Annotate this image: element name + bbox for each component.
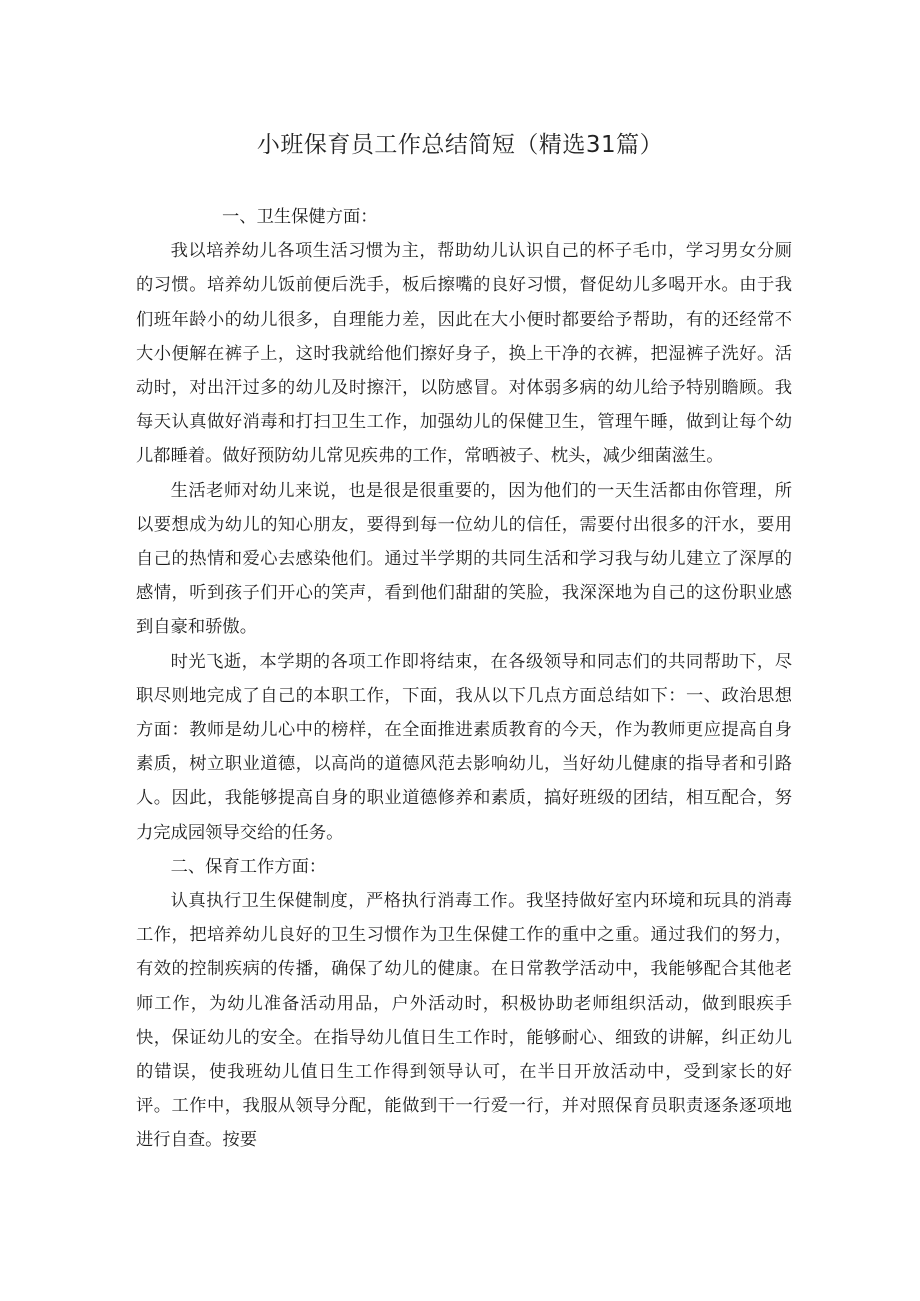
paragraph: 认真执行卫生保健制度，严格执行消毒工作。我坚持做好室内环境和玩具的消毒工作，把培养幼儿良好的卫生习惯作为卫生保健工作的重中之重。通过我们的努力，有效的控制疾病的传播，确保了幼儿的健康。在日常教学活动中，我能够配合其他老师工作，为幼儿准备活动用品，户外活动时，积极协助老师组织活动，做到眼疾手快，保证幼儿的安全。在指导幼儿值日生工作时，能够耐心、细致的讲解，纠正幼儿的错误，使我班幼儿值日生工作得到领导认可，在半日开放活动中，受到家长的好评。工作中，我服从领导分配，能做到干一行爱一行，并对照保育员职责逐条逐项地进行自查。按要 — [136, 891, 792, 1151]
section-heading-hygiene: 一、卫生保健方面： — [222, 207, 378, 227]
paragraph: 我以培养幼儿各项生活习惯为主，帮助幼儿认识自己的杯子毛巾，学习男女分厕的习惯。培养幼儿饭前便后洗手，板后擦嘴的良好习惯，督促幼儿多喝开水。由于我们班年龄小的幼儿很多，自理能力差，因此在大小便时都要给予帮助，有的还经常不大小便解在裤子上，这时我就给他们擦好身子，换上干净的衣裤，把湿裤子洗好。活动时，对出汗过多的幼儿及时擦汗，以防感冒。对体弱多病的幼儿给予特别瞻顾。我每天认真做好消毒和打扫卫生工作，加强幼儿的保健卫生，管理午睡，做到让每个幼儿都睡着。做好预防幼儿常见疾弗的工作，常晒被子、枕头，减少细菌滋生。 — [136, 241, 792, 467]
paragraph: 时光飞逝，本学期的各项工作即将结束，在各级领导和同志们的共同帮助下，尽职尽则地完成了自己的本职工作，下面，我从以下几点方面总结如下：一、政治思想方面：教师是幼儿心中的榜样，在全面推进素质教育的今天，作为教师更应提高自身素质，树立职业道德，以高尚的道德风范去影响幼儿，当好幼儿健康的指导者和引路人。因此，我能够提高自身的职业道德修养和素质，搞好班级的团结，相互配合，努力完成园领导交给的任务。 — [136, 651, 792, 843]
document-title: 小班保育员工作总结简短（精选31篇） — [256, 132, 664, 158]
section-heading-childcare: 二、保育工作方面： — [170, 856, 327, 877]
paragraph: 生活老师对幼儿来说，也是很是很重要的，因为他们的一天生活都由你管理，所以要想成为幼儿的知心朋友，要得到每一位幼儿的信任，需要付出很多的汗水，要用自己的热情和爱心去感染他们。通过半学期的共同生活和学习我与幼儿建立了深厚的感情，听到孩子们开心的笑声，看到他们甜甜的笑脸，我深深地为自己的这份职业感到自豪和骄傲。 — [136, 480, 792, 638]
document-body — [136, 200, 792, 1158]
